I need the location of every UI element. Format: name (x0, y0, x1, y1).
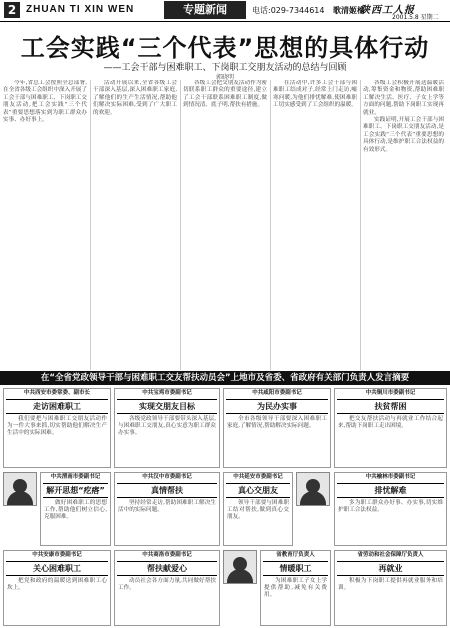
speaker-title: 中共榆林市委副书记 (365, 474, 416, 480)
speech-text: 各级党政领导干部要带头深入基层,与困难职工交朋友,真心实意为职工群众办实事。 (118, 416, 216, 437)
speech-text: 坚持经常走访,帮助困难职工解决生活中的实际问题。 (118, 500, 216, 514)
speech-card (334, 388, 447, 468)
section-pinyin: ZHUAN TI XIN WEN (26, 4, 135, 15)
speech-text: 全市各级领导干部要深入困难职工家庭,了解情况,帮助解决实际问题。 (227, 416, 327, 430)
speaker-title: 中共汉中市委副书记 (142, 474, 192, 480)
portrait-torso (227, 569, 253, 583)
speech-headline: 帮扶献爱心 (117, 561, 217, 576)
speaker-title: 省劳动和社会保障厅负责人 (357, 552, 424, 558)
masthead (0, 0, 450, 22)
speech-card (114, 472, 220, 546)
article-paragraph: 活动开展以来,全省各级工会干部深入基层,深入困难职工家庭,了解他们的生产生活情况,帮助他们解决实际困难,受到了广大职工的欢迎。 (93, 80, 177, 116)
phone-text: 电话:029-7344614 (252, 6, 325, 15)
article-headline: 工会实践“三个代表”思想的具体行动 (20, 34, 430, 62)
speaker-title: 中共渭南市委副书记 (50, 474, 101, 480)
editor-name: 歌清姬梅 (333, 6, 366, 15)
speech-text: 为困难职工子女上学提供帮助,减免有关费用。 (264, 578, 327, 599)
article-column-4 (273, 80, 361, 370)
speech-text: 动员社会各方面力量,共同做好帮扶工作。 (118, 578, 216, 592)
speech-card (40, 472, 111, 546)
speech-headline: 实现交朋友目标 (117, 399, 217, 414)
speech-text: 多为职工群众办好事、办实事,切实维护职工合法权益。 (338, 500, 443, 514)
speech-text: 把交友帮扶活动与再就业工作结合起来,帮助下岗职工走出困境。 (338, 416, 443, 430)
portrait-torso (300, 491, 326, 505)
speech-text: 领导干部要与困难职工结对帮扶,做到真心交朋友。 (227, 500, 289, 521)
speech-card (260, 550, 331, 626)
speech-headline: 情暖职工 (263, 561, 328, 576)
speeches-banner: 在“全省党政领导干部与困难职工交友帮扶动员会”上地市及省委、省政府有关部门负责人发言摘要 (0, 371, 450, 385)
speech-card (334, 550, 447, 626)
speech-headline: 为民办实事 (226, 399, 328, 414)
speech-headline: 真心交朋友 (226, 483, 290, 498)
speech-card (223, 472, 293, 546)
page-number: 2 (4, 2, 20, 18)
speaker-title: 中共商洛市委副书记 (142, 552, 192, 558)
article-column-2 (93, 80, 181, 370)
speech-text: 我们要把与困难职工交朋友活动作为一件大事来抓,切实帮助他们解决生产生活中的实际困难。 (7, 416, 107, 437)
article-paragraph: 在活动中,许多工会干部与困难职工结成对子,经常上门走访,嘘寒问暖,为他们排忧解难,使困难职工切实感受到了工会组织的温暖。 (273, 80, 357, 109)
speech-card (223, 388, 331, 468)
phone-number (252, 5, 365, 16)
speech-headline: 扶贫帮困 (337, 399, 444, 414)
speech-card (114, 388, 220, 468)
speech-card (3, 388, 111, 468)
speech-text: 做好困难职工的思想工作,帮助他们树立信心,克服困难。 (44, 500, 107, 521)
article-column-3 (183, 80, 271, 370)
portrait-torso (7, 491, 33, 505)
article-byline: 郭晓明 (215, 74, 234, 81)
masthead-rule (0, 21, 450, 22)
speech-headline: 走访困难职工 (6, 399, 108, 414)
speech-text: 把党和政府的温暖送到困难职工心坎上。 (7, 578, 107, 592)
article-column-5 (363, 80, 447, 370)
speaker-title: 中共西安市委常委、副市长 (23, 390, 90, 396)
speaker-title: 中共延安市委副书记 (233, 474, 283, 480)
article-column-1 (3, 80, 91, 370)
paper-logo: 陕西工人报 (360, 5, 415, 16)
speaker-photo (296, 472, 330, 506)
speaker-title: 中共宝鸡市委副书记 (142, 390, 192, 396)
article-paragraph: 各级工会把交朋友活动作为密切联系职工群众的重要途径,建立了工会干部联系困难职工制度,做到情况清、底子明,帮扶有措施。 (183, 80, 267, 109)
speech-headline: 解开思想“疙瘩” (43, 483, 108, 498)
speaker-photo (223, 550, 257, 584)
issue-date: 2001.5.8 星期二 (392, 14, 439, 21)
speech-headline: 排忧解难 (337, 483, 444, 498)
article-subhead: ——工会干部与困难职工、下岗职工交朋友活动的总结与回顾 (103, 63, 347, 73)
speech-headline: 关心困难职工 (6, 561, 108, 576)
speech-headline: 再就业 (337, 561, 444, 576)
speaker-title: 中共咸阳市委副书记 (252, 390, 302, 396)
speaker-title: 中共安康市委副书记 (32, 552, 82, 558)
speaker-title: 中共铜川市委副书记 (365, 390, 416, 396)
speech-card (3, 550, 111, 626)
section-title: 专题新闻 (164, 1, 246, 19)
speech-headline: 真情帮扶 (117, 483, 217, 498)
article-paragraph: 实践证明,开展工会干部与困难职工、下岗职工交朋友活动,是工会实践“三个代表”重要思想的具体行动,是维护职工合法权益的有效形式。 (363, 117, 444, 153)
article-paragraph: 今年,省总工会按照全总部署,在全省各级工会组织中深入开展了工会干部与困难职工、下岗职工交朋友活动,把工会实践“三个代表”重要思想落实到为职工群众办实事、办好事上。 (3, 80, 87, 124)
article-paragraph: 各级工会积极开展送温暖活动,筹集资金和物资,帮助困难职工解决生活、医疗、子女上学等方面的问题,帮助下岗职工实现再就业。 (363, 80, 444, 116)
speech-card (334, 472, 447, 546)
speaker-title: 省教育厅负责人 (276, 552, 315, 558)
speech-text: 积极为下岗职工提供再就业服务和培训。 (338, 578, 443, 592)
speaker-photo (3, 472, 37, 506)
speech-card (114, 550, 220, 626)
